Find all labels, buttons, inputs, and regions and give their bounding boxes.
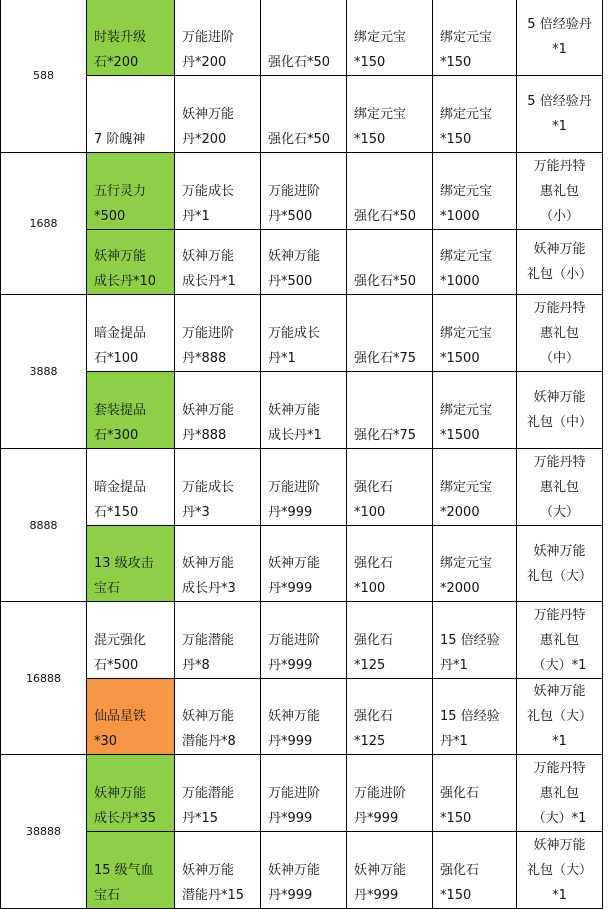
reward-cell: 强化石*50 [261,76,347,153]
tier-amount: 16888 [1,602,87,755]
reward-cell: 强化石 *150 [433,832,517,909]
reward-cell: 绑定元宝 *150 [347,76,433,153]
reward-cell: 强化石*75 [347,372,433,449]
reward-cell: 妖神万能 礼包（大） [517,526,603,602]
reward-cell: 绑定元宝 *1500 [433,372,517,449]
reward-cell-main: 仙品星铁 *30 [87,679,175,755]
reward-cell: 万能丹特 惠礼包 （大） [517,449,603,526]
reward-cell: 强化石 *150 [433,755,517,832]
reward-cell-main: 7 阶魄神 [87,76,175,153]
table-row [1,76,603,153]
table-row [1,153,603,230]
reward-cell: 万能潜能 丹*15 [175,755,261,832]
reward-cell: 万能进阶 丹*999 [261,755,347,832]
reward-cell: 妖神万能 成长丹*3 [175,526,261,602]
reward-cell: 万能成长 丹*1 [175,153,261,230]
reward-cell: 万能进阶 丹*999 [261,602,347,679]
tier-amount: 588 [1,0,87,153]
reward-cell: 强化石 *125 [347,679,433,755]
reward-cell: 妖神万能 礼包（大） *1 [517,679,603,755]
reward-cell: 万能进阶 丹*888 [175,295,261,372]
reward-cell: 万能丹特 惠礼包 （中） [517,295,603,372]
tier-amount: 3888 [1,295,87,449]
table-row [1,679,603,755]
reward-cell: 万能进阶 丹*999 [261,449,347,526]
table-row [1,0,603,76]
reward-cell: 绑定元宝 *1500 [433,295,517,372]
reward-cell: 万能丹特 惠礼包 （小） [517,153,603,230]
reward-cell: 绑定元宝 *1000 [433,230,517,295]
tier-amount: 8888 [1,449,87,602]
reward-cell: 万能进阶 丹*999 [347,755,433,832]
table-row [1,526,603,602]
reward-cell: 妖神万能 礼包（中） [517,372,603,449]
reward-cell: 强化石*50 [347,230,433,295]
table-row [1,755,603,832]
reward-cell: 妖神万能 丹*999 [261,832,347,909]
reward-cell: 5 倍经验丹 *1 [517,76,603,153]
reward-cell: 妖神万能 丹*999 [261,526,347,602]
reward-cell-main: 妖神万能 成长丹*35 [87,755,175,832]
table-row [1,602,603,679]
reward-cell: 妖神万能 潜能丹*8 [175,679,261,755]
table-row [1,295,603,372]
reward-cell: 妖神万能 成长丹*1 [261,372,347,449]
reward-cell-main: 妖神万能 成长丹*10 [87,230,175,295]
reward-cell: 强化石*50 [347,153,433,230]
reward-cell: 绑定元宝 *2000 [433,449,517,526]
reward-cell: 妖神万能 丹*999 [261,679,347,755]
reward-cell: 妖神万能 礼包（大） *1 [517,832,603,909]
reward-cell: 强化石 *100 [347,449,433,526]
reward-cell: 万能成长 丹*1 [261,295,347,372]
reward-cell-main: 暗金提品 石*100 [87,295,175,372]
reward-cell-main: 时装升级 石*200 [87,0,175,76]
reward-cell: 万能进阶 丹*500 [261,153,347,230]
tier-amount: 1688 [1,153,87,295]
reward-cell-main: 暗金提品 石*150 [87,449,175,526]
reward-cell: 绑定元宝 *2000 [433,526,517,602]
reward-cell-main: 套装提品 石*300 [87,372,175,449]
reward-cell: 强化石 *125 [347,602,433,679]
reward-cell: 妖神万能 丹*200 [175,76,261,153]
reward-cell: 绑定元宝 *150 [347,0,433,76]
reward-cell: 万能进阶 丹*200 [175,0,261,76]
reward-cell: 妖神万能 礼包（小） [517,230,603,295]
table-row [1,449,603,526]
reward-cell: 强化石*50 [261,0,347,76]
reward-cell: 绑定元宝 *150 [433,76,517,153]
reward-cell: 万能成长 丹*3 [175,449,261,526]
reward-cell: 妖神万能 丹*888 [175,372,261,449]
table-row [1,832,603,909]
reward-cell: 万能丹特 惠礼包 （大）*1 [517,755,603,832]
reward-cell: 强化石 *100 [347,526,433,602]
reward-cell-main: 混元强化 石*500 [87,602,175,679]
reward-cell: 15 倍经验 丹*1 [433,679,517,755]
reward-cell: 万能潜能 丹*8 [175,602,261,679]
reward-cell-main: 五行灵力 *500 [87,153,175,230]
reward-cell: 妖神万能 潜能丹*15 [175,832,261,909]
reward-cell: 强化石*75 [347,295,433,372]
table-row [1,230,603,295]
reward-cell-main: 13 级攻击 宝石 [87,526,175,602]
tier-amount: 38888 [1,755,87,909]
reward-cell: 妖神万能 丹*999 [347,832,433,909]
reward-cell: 15 倍经验 丹*1 [433,602,517,679]
reward-cell: 绑定元宝 *150 [433,0,517,76]
reward-cell: 绑定元宝 *1000 [433,153,517,230]
reward-cell: 5 倍经验丹 *1 [517,0,603,76]
reward-cell: 妖神万能 丹*500 [261,230,347,295]
table-row [1,372,603,449]
reward-cell-main: 15 级气血 宝石 [87,832,175,909]
reward-cell: 妖神万能 成长丹*1 [175,230,261,295]
reward-cell: 万能丹特 惠礼包 （大）*1 [517,602,603,679]
